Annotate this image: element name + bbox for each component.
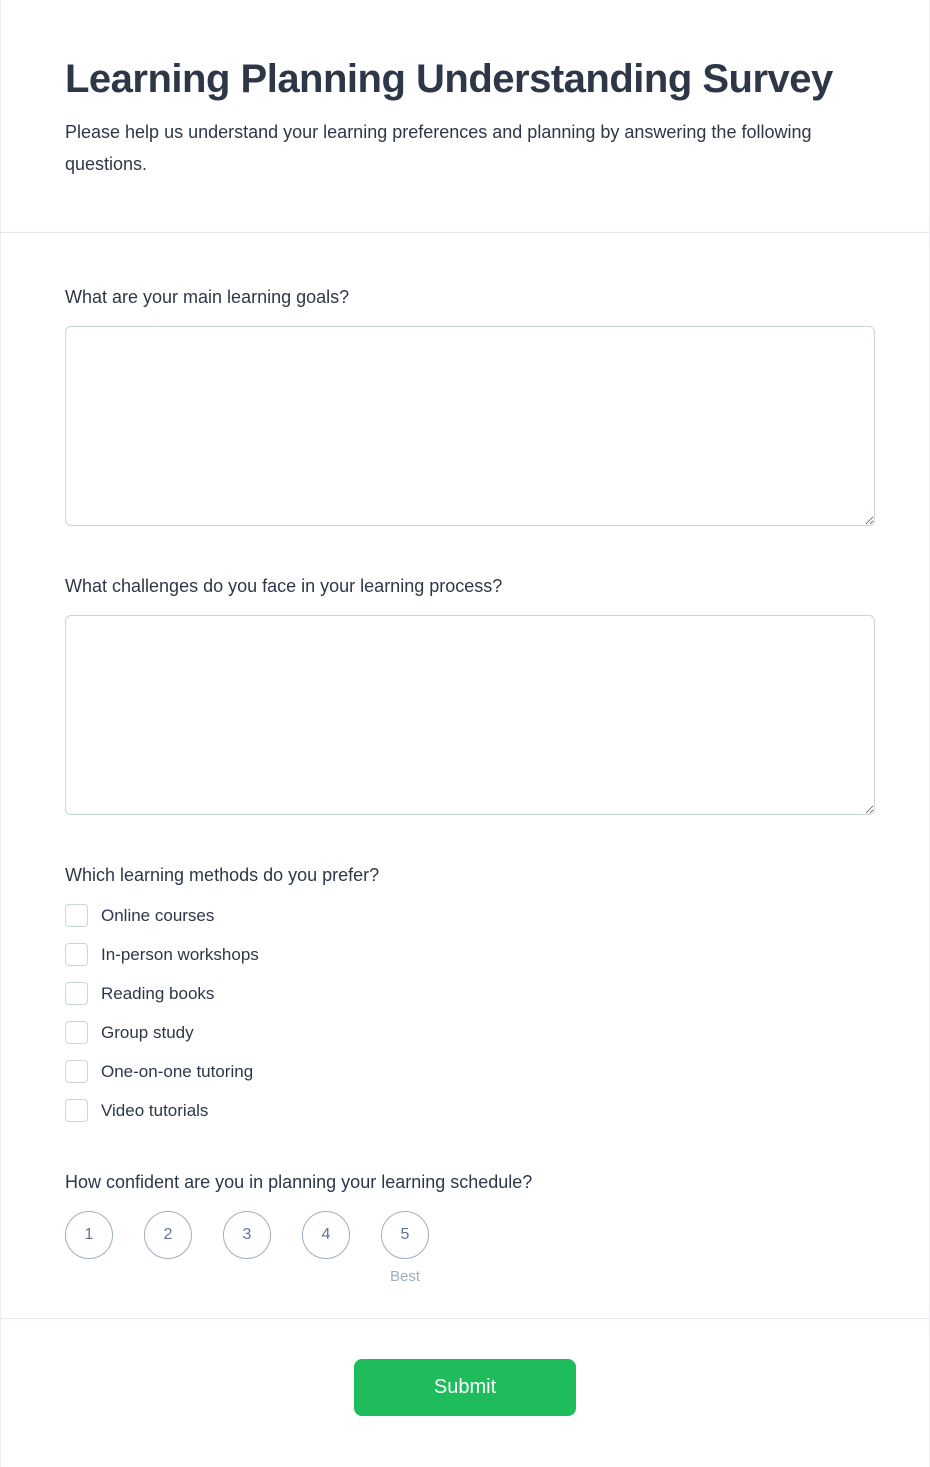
- checkbox-label: One-on-one tutoring: [101, 1062, 254, 1081]
- rating-best-label: Best: [389, 1268, 420, 1285]
- submit-button[interactable]: Submit: [354, 1359, 576, 1416]
- video-tutorials-checkbox[interactable]: [65, 1099, 88, 1122]
- rating-5-button[interactable]: 5: [381, 1211, 429, 1259]
- checkbox-row-group-study[interactable]: [65, 1021, 865, 1044]
- checkbox-label: Online courses: [101, 906, 215, 925]
- checkbox-label: Reading books: [101, 984, 215, 1003]
- learning-methods-group: [65, 904, 865, 1122]
- checkbox-label: Video tutorials: [101, 1101, 209, 1120]
- question-learning-goals: [65, 287, 865, 526]
- question-label: Which learning methods do you prefer?: [65, 865, 380, 885]
- one-on-one-tutoring-checkbox[interactable]: [65, 1060, 88, 1083]
- question-confidence-rating: [65, 1172, 865, 1286]
- group-study-checkbox[interactable]: [65, 1021, 88, 1044]
- online-courses-checkbox[interactable]: [65, 904, 88, 927]
- rating-4-button[interactable]: 4: [302, 1211, 350, 1259]
- learning-goals-textarea[interactable]: [65, 326, 875, 526]
- page-title: Learning Planning Understanding Survey: [65, 57, 833, 101]
- rating-3-button[interactable]: 3: [223, 1211, 271, 1259]
- survey-header: [1, 0, 929, 232]
- confidence-rating-scale: [65, 1211, 865, 1286]
- rating-1-button[interactable]: 1: [65, 1211, 113, 1259]
- rating-item-4: [302, 1211, 350, 1286]
- checkbox-row-one-on-one-tutoring[interactable]: [65, 1060, 865, 1083]
- learning-challenges-textarea[interactable]: [65, 615, 875, 815]
- question-learning-challenges: [65, 576, 865, 815]
- reading-books-checkbox[interactable]: [65, 982, 88, 1005]
- rating-item-3: [223, 1211, 271, 1286]
- rating-item-2: [144, 1211, 192, 1286]
- question-label: What are your main learning goals?: [65, 287, 350, 307]
- rating-2-button[interactable]: 2: [144, 1211, 192, 1259]
- checkbox-row-video-tutorials[interactable]: [65, 1099, 865, 1122]
- page-subtitle: Please help us understand your learning preferences and planning by answering the following questions.: [65, 122, 812, 174]
- checkbox-label: Group study: [101, 1023, 194, 1042]
- rating-item-1: [65, 1211, 113, 1286]
- question-label: How confident are you in planning your learning schedule?: [65, 1172, 533, 1192]
- question-label: What challenges do you face in your learning process?: [65, 576, 503, 596]
- checkbox-label: In-person workshops: [101, 945, 259, 964]
- checkbox-row-online-courses[interactable]: [65, 904, 865, 927]
- rating-item-5: [381, 1211, 429, 1286]
- question-learning-methods: [65, 865, 865, 1122]
- form-footer: [1, 1318, 929, 1467]
- checkbox-row-reading-books[interactable]: [65, 982, 865, 1005]
- survey-form: [1, 233, 929, 1286]
- in-person-workshops-checkbox[interactable]: [65, 943, 88, 966]
- checkbox-row-in-person-workshops[interactable]: [65, 943, 865, 966]
